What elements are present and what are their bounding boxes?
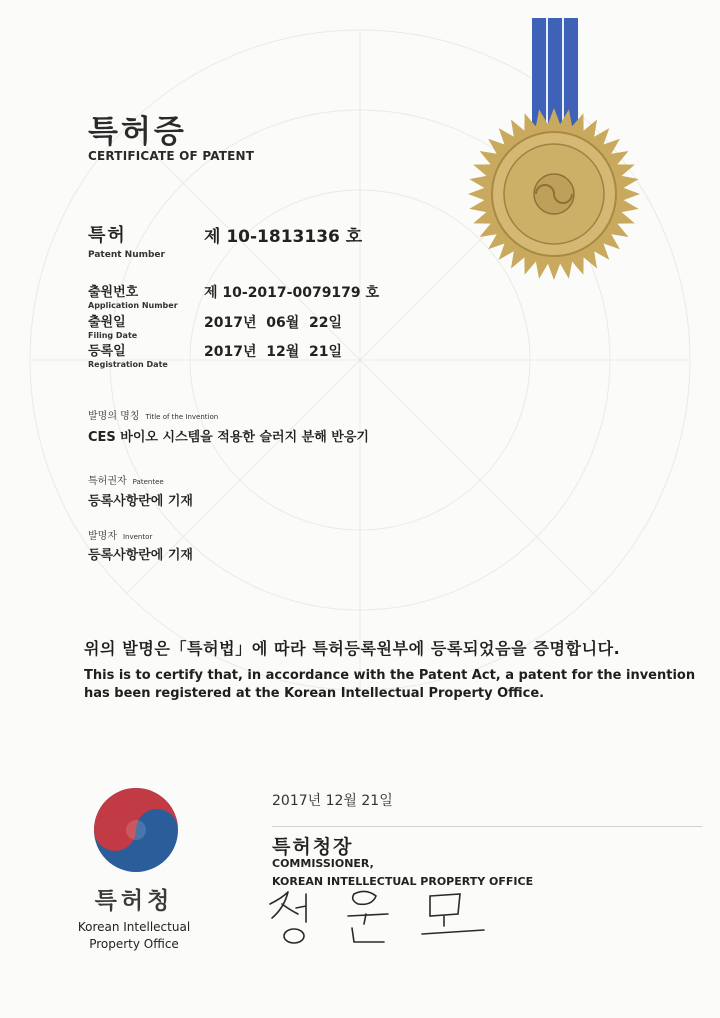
registration-date-value: 2017년 12월 21일 bbox=[204, 344, 342, 360]
kipo-name-en-line2: Property Office bbox=[89, 937, 179, 951]
patentee-label-kr: 특허권자 bbox=[88, 476, 127, 487]
patent-number-value: 제 10-1813136 호 bbox=[204, 227, 363, 247]
certificate-title-kr: 특허증 bbox=[88, 114, 187, 150]
registration-date-label-kr: 등록일 bbox=[88, 344, 126, 359]
invention-title-value: CES 바이오 시스템을 적용한 슬러지 분해 반응기 bbox=[88, 430, 369, 445]
inventor-value: 등록사항란에 기재 bbox=[88, 548, 193, 563]
certification-statement-en-line1: This is to certify that, in accordance with the Patent Act, a patent for the invention bbox=[84, 668, 696, 683]
inventor-label bbox=[88, 527, 152, 542]
filing-date-value: 2017년 06월 22일 bbox=[204, 315, 342, 331]
commissioner-title-kr: 특허청장 bbox=[272, 836, 354, 858]
certification-statement-en-line2: has been registered at the Korean Intellectual Property Office. bbox=[84, 686, 545, 701]
patentee-label bbox=[88, 472, 164, 487]
issue-date: 2017년 12월 21일 bbox=[272, 793, 393, 809]
application-number-value: 제 10-2017-0079179 호 bbox=[204, 285, 380, 301]
kipo-name-kr: 특허청 bbox=[94, 888, 174, 914]
patentee-value: 등록사항란에 기재 bbox=[88, 494, 193, 509]
certification-statement-kr: 위의 발명은「특허법」에 따라 특허등록원부에 등록되었음을 증명합니다. bbox=[84, 639, 621, 658]
patentee-label-en: Patentee bbox=[132, 478, 164, 486]
commissioner-signature bbox=[262, 884, 494, 952]
gold-seal-icon bbox=[466, 18, 642, 282]
kipo-name-en-line1: Korean Intellectual bbox=[77, 920, 191, 934]
patent-number-label-en: Patent Number bbox=[88, 250, 165, 260]
kipo-logo-icon bbox=[92, 786, 180, 874]
commissioner-title-en-line2: KOREAN INTELLECTUAL PROPERTY OFFICE bbox=[272, 875, 534, 888]
certification-statement-en bbox=[84, 667, 695, 703]
filing-date-label-en: Filing Date bbox=[88, 331, 138, 340]
certificate-title-en: CERTIFICATE OF PATENT bbox=[88, 149, 255, 163]
invention-label-en: Title of the Invention bbox=[145, 413, 219, 421]
divider-line bbox=[272, 826, 702, 827]
application-number-label-en: Application Number bbox=[88, 301, 178, 310]
invention-label-kr: 발명의 명칭 bbox=[88, 411, 140, 422]
filing-date-label-kr: 출원일 bbox=[88, 315, 126, 330]
invention-label bbox=[88, 407, 218, 422]
patent-number-label-kr: 특허 bbox=[88, 225, 127, 246]
application-number-label-kr: 출원번호 bbox=[88, 285, 139, 300]
registration-date-label-en: Registration Date bbox=[88, 360, 168, 369]
inventor-label-en: Inventor bbox=[122, 533, 153, 541]
commissioner-title-en-line1: COMMISSIONER, bbox=[272, 857, 374, 870]
inventor-label-kr: 발명자 bbox=[88, 531, 117, 542]
